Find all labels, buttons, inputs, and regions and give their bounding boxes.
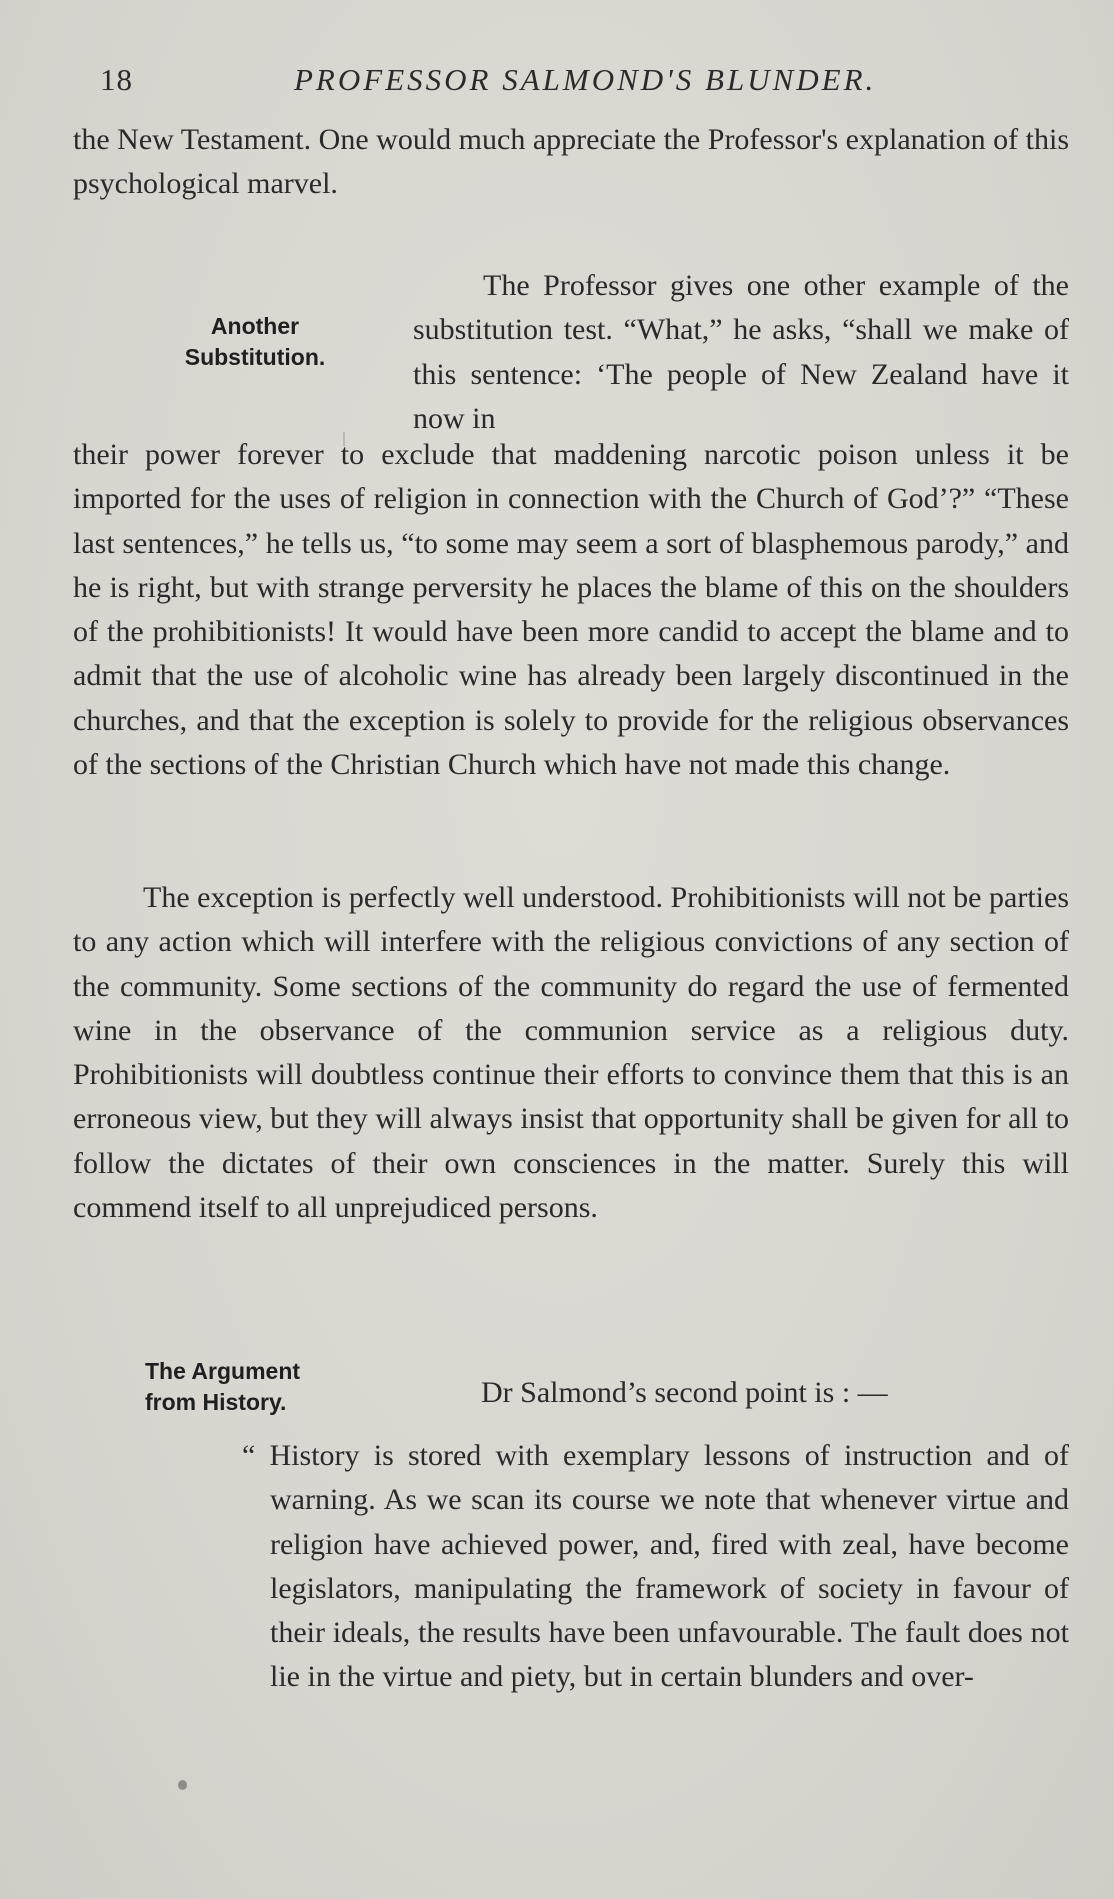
second-point-intro: Dr Salmond’s second point is : — bbox=[481, 1376, 888, 1409]
side-note-line: The Argument bbox=[145, 1358, 301, 1384]
side-note-argument-from-history bbox=[145, 1356, 385, 1418]
paragraph-2-continued: their power forever to exclude that maddening narcotic poison unless it be imported for the uses of religion in connection with the Church of God’?” “These last sentences,” he tells us, “to some may seem a sort of blasphemous parody,” and he is right, but with strange perversity he places the blame of this on the shoulders of the prohibitionists! It would have been more candid to accept the blame and to admit that the use of alcoholic wine has already been largely discontinued in the churches, and that the exception is solely to provide for the religious observances of the sections of the Christian Church which have not made this change. bbox=[73, 438, 1069, 782]
quote-text: “ History is stored with exemplary lessons of instruction and of warning. As we scan its course we note that whenever virtue and religion have achieved power, and, fired with zeal, have become legislators, manipulating the framework of society in favour of their ideals, the results have been unfavourable. The fault does not lie in the virtue and piety, but in certain blunders and over- bbox=[242, 1439, 1069, 1694]
block-quote bbox=[242, 1434, 1069, 1700]
paragraph-1: the New Testament. One would much appreciate the Professor's explanation of this psychological marvel. bbox=[73, 123, 1069, 201]
page-number: 18 bbox=[100, 62, 133, 97]
side-note-line: from History. bbox=[145, 1389, 287, 1415]
running-title: PROFESSOR SALMOND'S BLUNDER. bbox=[294, 62, 877, 97]
side-note-line: Another bbox=[210, 313, 300, 339]
paragraph-2-lead: The Professor gives one other example of the substitution test. “What,” he asks, “shall we make of this sentence: ‘The people of New Zealand have it now in bbox=[413, 269, 1069, 435]
paragraph-3: The exception is perfectly well understood. Prohibitionists will not be parties to any action which will interfere with the religious convictions of any section of the community. Some sections of the community do regard the use of fermented wine in the observance of the communion service as a religious duty. Prohibitionists will doubtless continue their efforts to convince them that this is an erroneous view, but they will always insist that opportunity shall be given for all to follow the dictates of their own consciences in the matter. Surely this will commend itself to all unprejudiced persons. bbox=[73, 881, 1069, 1225]
side-note-another-substitution bbox=[150, 311, 360, 373]
running-head bbox=[0, 58, 1114, 106]
ink-blot bbox=[178, 1780, 187, 1790]
side-note-line: Substitution. bbox=[184, 344, 326, 370]
